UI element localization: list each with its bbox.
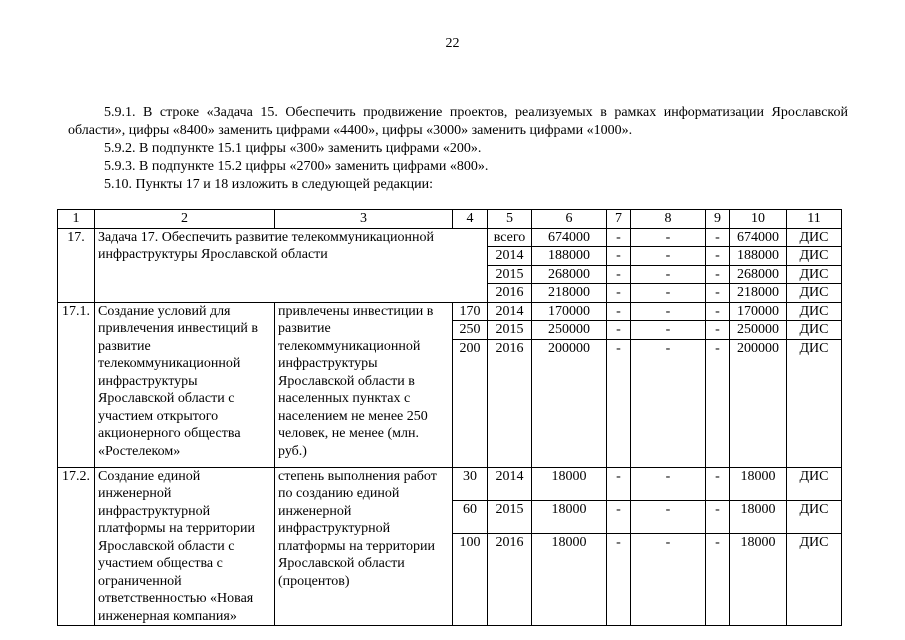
value-cell: -	[631, 265, 706, 284]
target-value-cell: 200	[453, 339, 488, 467]
executor-cell: ДИС	[787, 228, 842, 247]
paragraph-5-10: 5.10. Пункты 17 и 18 изложить в следующей редакции:	[104, 177, 434, 192]
target-value-cell: 170	[453, 302, 488, 321]
year-cell: 2016	[488, 339, 532, 467]
value-cell: -	[607, 302, 631, 321]
value-cell: -	[607, 247, 631, 266]
subtask-indicator: привлечены инвестиции в развитие телекоммуникационной инфраструктуры Ярославской области в населенных пунктах с населением не менее 250 человек, не менее (млн. руб.)	[275, 302, 453, 467]
page-number: 22	[445, 36, 460, 51]
value-cell: 18000	[730, 467, 787, 500]
value-cell: 218000	[532, 284, 607, 303]
value-cell: 250000	[532, 321, 607, 340]
value-cell: 250000	[730, 321, 787, 340]
value-cell: -	[631, 302, 706, 321]
year-cell: 2016	[488, 534, 532, 626]
value-cell: -	[631, 247, 706, 266]
value-cell: -	[607, 265, 631, 284]
header-cell: 4	[453, 210, 488, 229]
year-cell: всего	[488, 228, 532, 247]
target-value-cell: 100	[453, 534, 488, 626]
table-row	[58, 467, 842, 500]
value-cell: -	[706, 265, 730, 284]
year-cell: 2015	[488, 321, 532, 340]
header-cell: 5	[488, 210, 532, 229]
executor-cell: ДИС	[787, 339, 842, 467]
value-cell: 268000	[532, 265, 607, 284]
target-value-cell: 60	[453, 500, 488, 533]
value-cell: 18000	[532, 467, 607, 500]
value-cell: -	[706, 534, 730, 626]
value-cell: 170000	[730, 302, 787, 321]
table-row	[58, 302, 842, 321]
program-table	[57, 209, 842, 626]
value-cell: 674000	[532, 228, 607, 247]
value-cell: -	[631, 339, 706, 467]
value-cell: 200000	[532, 339, 607, 467]
value-cell: -	[631, 534, 706, 626]
year-cell: 2014	[488, 467, 532, 500]
target-value-cell: 30	[453, 467, 488, 500]
table-row	[58, 228, 842, 247]
year-cell: 2016	[488, 284, 532, 303]
header-cell: 10	[730, 210, 787, 229]
paragraph-5-9-3: 5.9.3. В подпункте 15.2 цифры «2700» заменить цифрами «800».	[104, 159, 489, 174]
executor-cell: ДИС	[787, 534, 842, 626]
executor-cell: ДИС	[787, 500, 842, 533]
value-cell: -	[607, 321, 631, 340]
value-cell: -	[706, 339, 730, 467]
header-cell: 2	[95, 210, 275, 229]
value-cell: -	[631, 284, 706, 303]
header-cell: 7	[607, 210, 631, 229]
value-cell: -	[631, 467, 706, 500]
value-cell: 188000	[532, 247, 607, 266]
value-cell: 18000	[730, 500, 787, 533]
target-value-cell: 250	[453, 321, 488, 340]
value-cell: -	[607, 228, 631, 247]
value-cell: -	[607, 339, 631, 467]
value-cell: -	[706, 302, 730, 321]
value-cell: -	[706, 321, 730, 340]
header-cell: 9	[706, 210, 730, 229]
value-cell: -	[607, 500, 631, 533]
year-cell: 2014	[488, 302, 532, 321]
value-cell: 268000	[730, 265, 787, 284]
value-cell: -	[706, 228, 730, 247]
value-cell: 18000	[730, 534, 787, 626]
executor-cell: ДИС	[787, 321, 842, 340]
value-cell: -	[706, 284, 730, 303]
value-cell: 674000	[730, 228, 787, 247]
subtask-name: Создание единой инженерной инфраструктурной платформы на территории Ярославской области с участием общества с ограниченной ответственностью «Новая инженерная компания»	[95, 467, 275, 626]
value-cell: 170000	[532, 302, 607, 321]
task-text: Задача 17. Обеспечить развитие телекоммуникационной инфраструктуры Ярославской области	[95, 228, 488, 302]
value-cell: 18000	[532, 500, 607, 533]
paragraph-5-9-2: 5.9.2. В подпункте 15.1 цифры «300» заменить цифрами «200».	[104, 141, 482, 156]
value-cell: 18000	[532, 534, 607, 626]
header-cell: 11	[787, 210, 842, 229]
header-row	[58, 210, 842, 229]
year-cell: 2014	[488, 247, 532, 266]
subtask-number: 17.1.	[58, 302, 95, 467]
header-cell: 3	[275, 210, 453, 229]
value-cell: -	[631, 500, 706, 533]
value-cell: -	[607, 467, 631, 500]
executor-cell: ДИС	[787, 265, 842, 284]
year-cell: 2015	[488, 500, 532, 533]
value-cell: 188000	[730, 247, 787, 266]
subtask-name: Создание условий для привлечения инвестиций в развитие телекоммуникационной инфраструктуры Ярославской области с участием открытого акционерного общества «Ростелеком»	[95, 302, 275, 467]
executor-cell: ДИС	[787, 467, 842, 500]
value-cell: 218000	[730, 284, 787, 303]
value-cell: -	[631, 321, 706, 340]
header-cell: 8	[631, 210, 706, 229]
header-cell: 6	[532, 210, 607, 229]
paragraph-5-9-1: 5.9.1. В строке «Задача 15. Обеспечить продвижение проектов, реализуемых в рамках информатизации Ярославской области», цифры «8400» заменить цифрами «4400», цифры «3000» заменить цифрами «1000».	[68, 105, 848, 138]
executor-cell: ДИС	[787, 247, 842, 266]
value-cell: 200000	[730, 339, 787, 467]
subtask-number: 17.2.	[58, 467, 95, 626]
value-cell: -	[631, 228, 706, 247]
header-cell: 1	[58, 210, 95, 229]
value-cell: -	[706, 467, 730, 500]
executor-cell: ДИС	[787, 302, 842, 321]
subtask-indicator: степень выполнения работ по созданию единой инженерной инфраструктурной платформы на территории Ярославской области (процентов)	[275, 467, 453, 626]
task-number: 17.	[58, 228, 95, 302]
executor-cell: ДИС	[787, 284, 842, 303]
value-cell: -	[607, 284, 631, 303]
value-cell: -	[706, 247, 730, 266]
value-cell: -	[607, 534, 631, 626]
value-cell: -	[706, 500, 730, 533]
year-cell: 2015	[488, 265, 532, 284]
